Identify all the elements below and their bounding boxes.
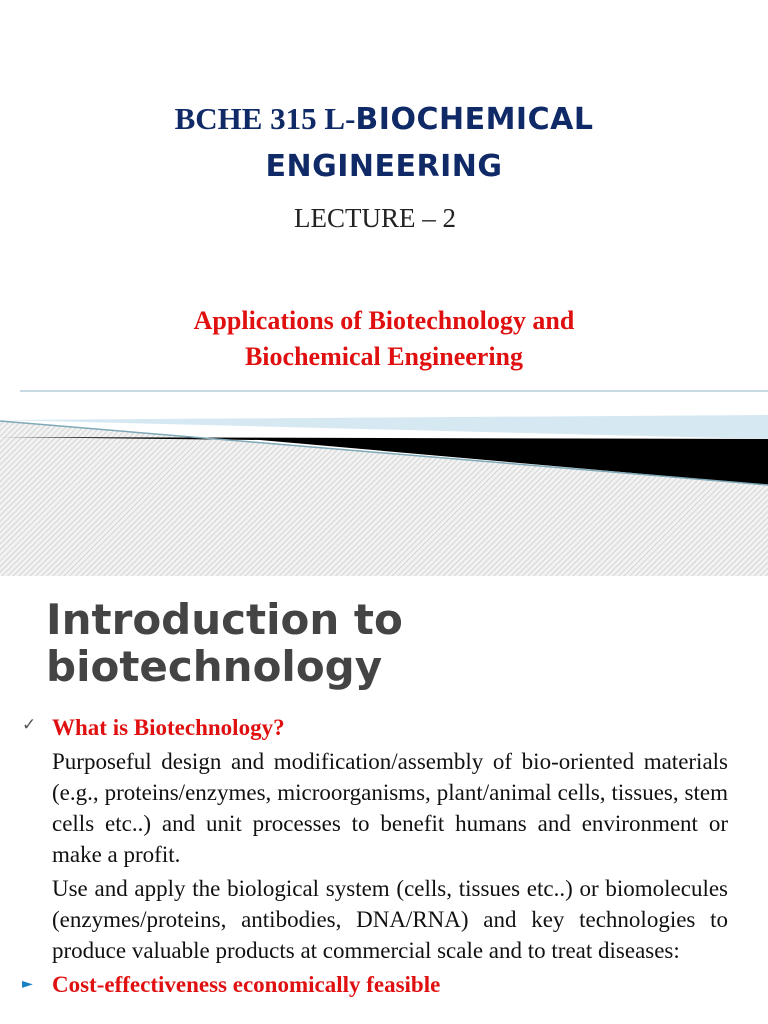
- bullet-text: Cost-effectiveness economically feasible: [52, 972, 441, 997]
- decorative-banner: [0, 385, 768, 576]
- bullet-list: [0, 712, 768, 1000]
- lecture-number: LECTURE – 2: [294, 203, 456, 233]
- slide-heading: [46, 596, 746, 690]
- arrow-bullet-icon: ►: [22, 976, 33, 992]
- list-item: [0, 873, 768, 966]
- course-title: [40, 98, 728, 188]
- course-title-line1: BIOCHEMICAL: [355, 102, 594, 137]
- list-item: [0, 746, 768, 870]
- heading-line2: biotechnology: [46, 642, 383, 691]
- bullet-text: Purposeful design and modification/assembly of bio-oriented materials (e.g., proteins/enzymes, microorganisms, plant/animal cells, tissues, stem cells etc..) and unit processes to benefit humans and environment or make a profit.: [52, 749, 728, 867]
- list-item: [0, 969, 768, 1000]
- checkmark-icon: ✓: [22, 715, 37, 735]
- bullet-text: Use and apply the biological system (cells, tissues etc..) or biomolecules (enzymes/proteins, antibodies, DNA/RNA) and key technologies to produce valuable products at commercial scale and to treat diseases:: [52, 876, 728, 963]
- list-item: [0, 712, 768, 743]
- heading-line1: Introduction to: [46, 595, 403, 644]
- subtitle-line1: Applications of Biotechnology and: [193, 306, 575, 335]
- intro-slide: [0, 576, 768, 1024]
- bullet-text: What is Biotechnology?: [52, 715, 285, 740]
- subtitle-line2: Biochemical Engineering: [244, 342, 524, 371]
- course-title-line2: ENGINEERING: [265, 149, 503, 184]
- lecture-subtitle: [0, 303, 768, 375]
- course-code: BCHE 315 L-: [174, 101, 356, 136]
